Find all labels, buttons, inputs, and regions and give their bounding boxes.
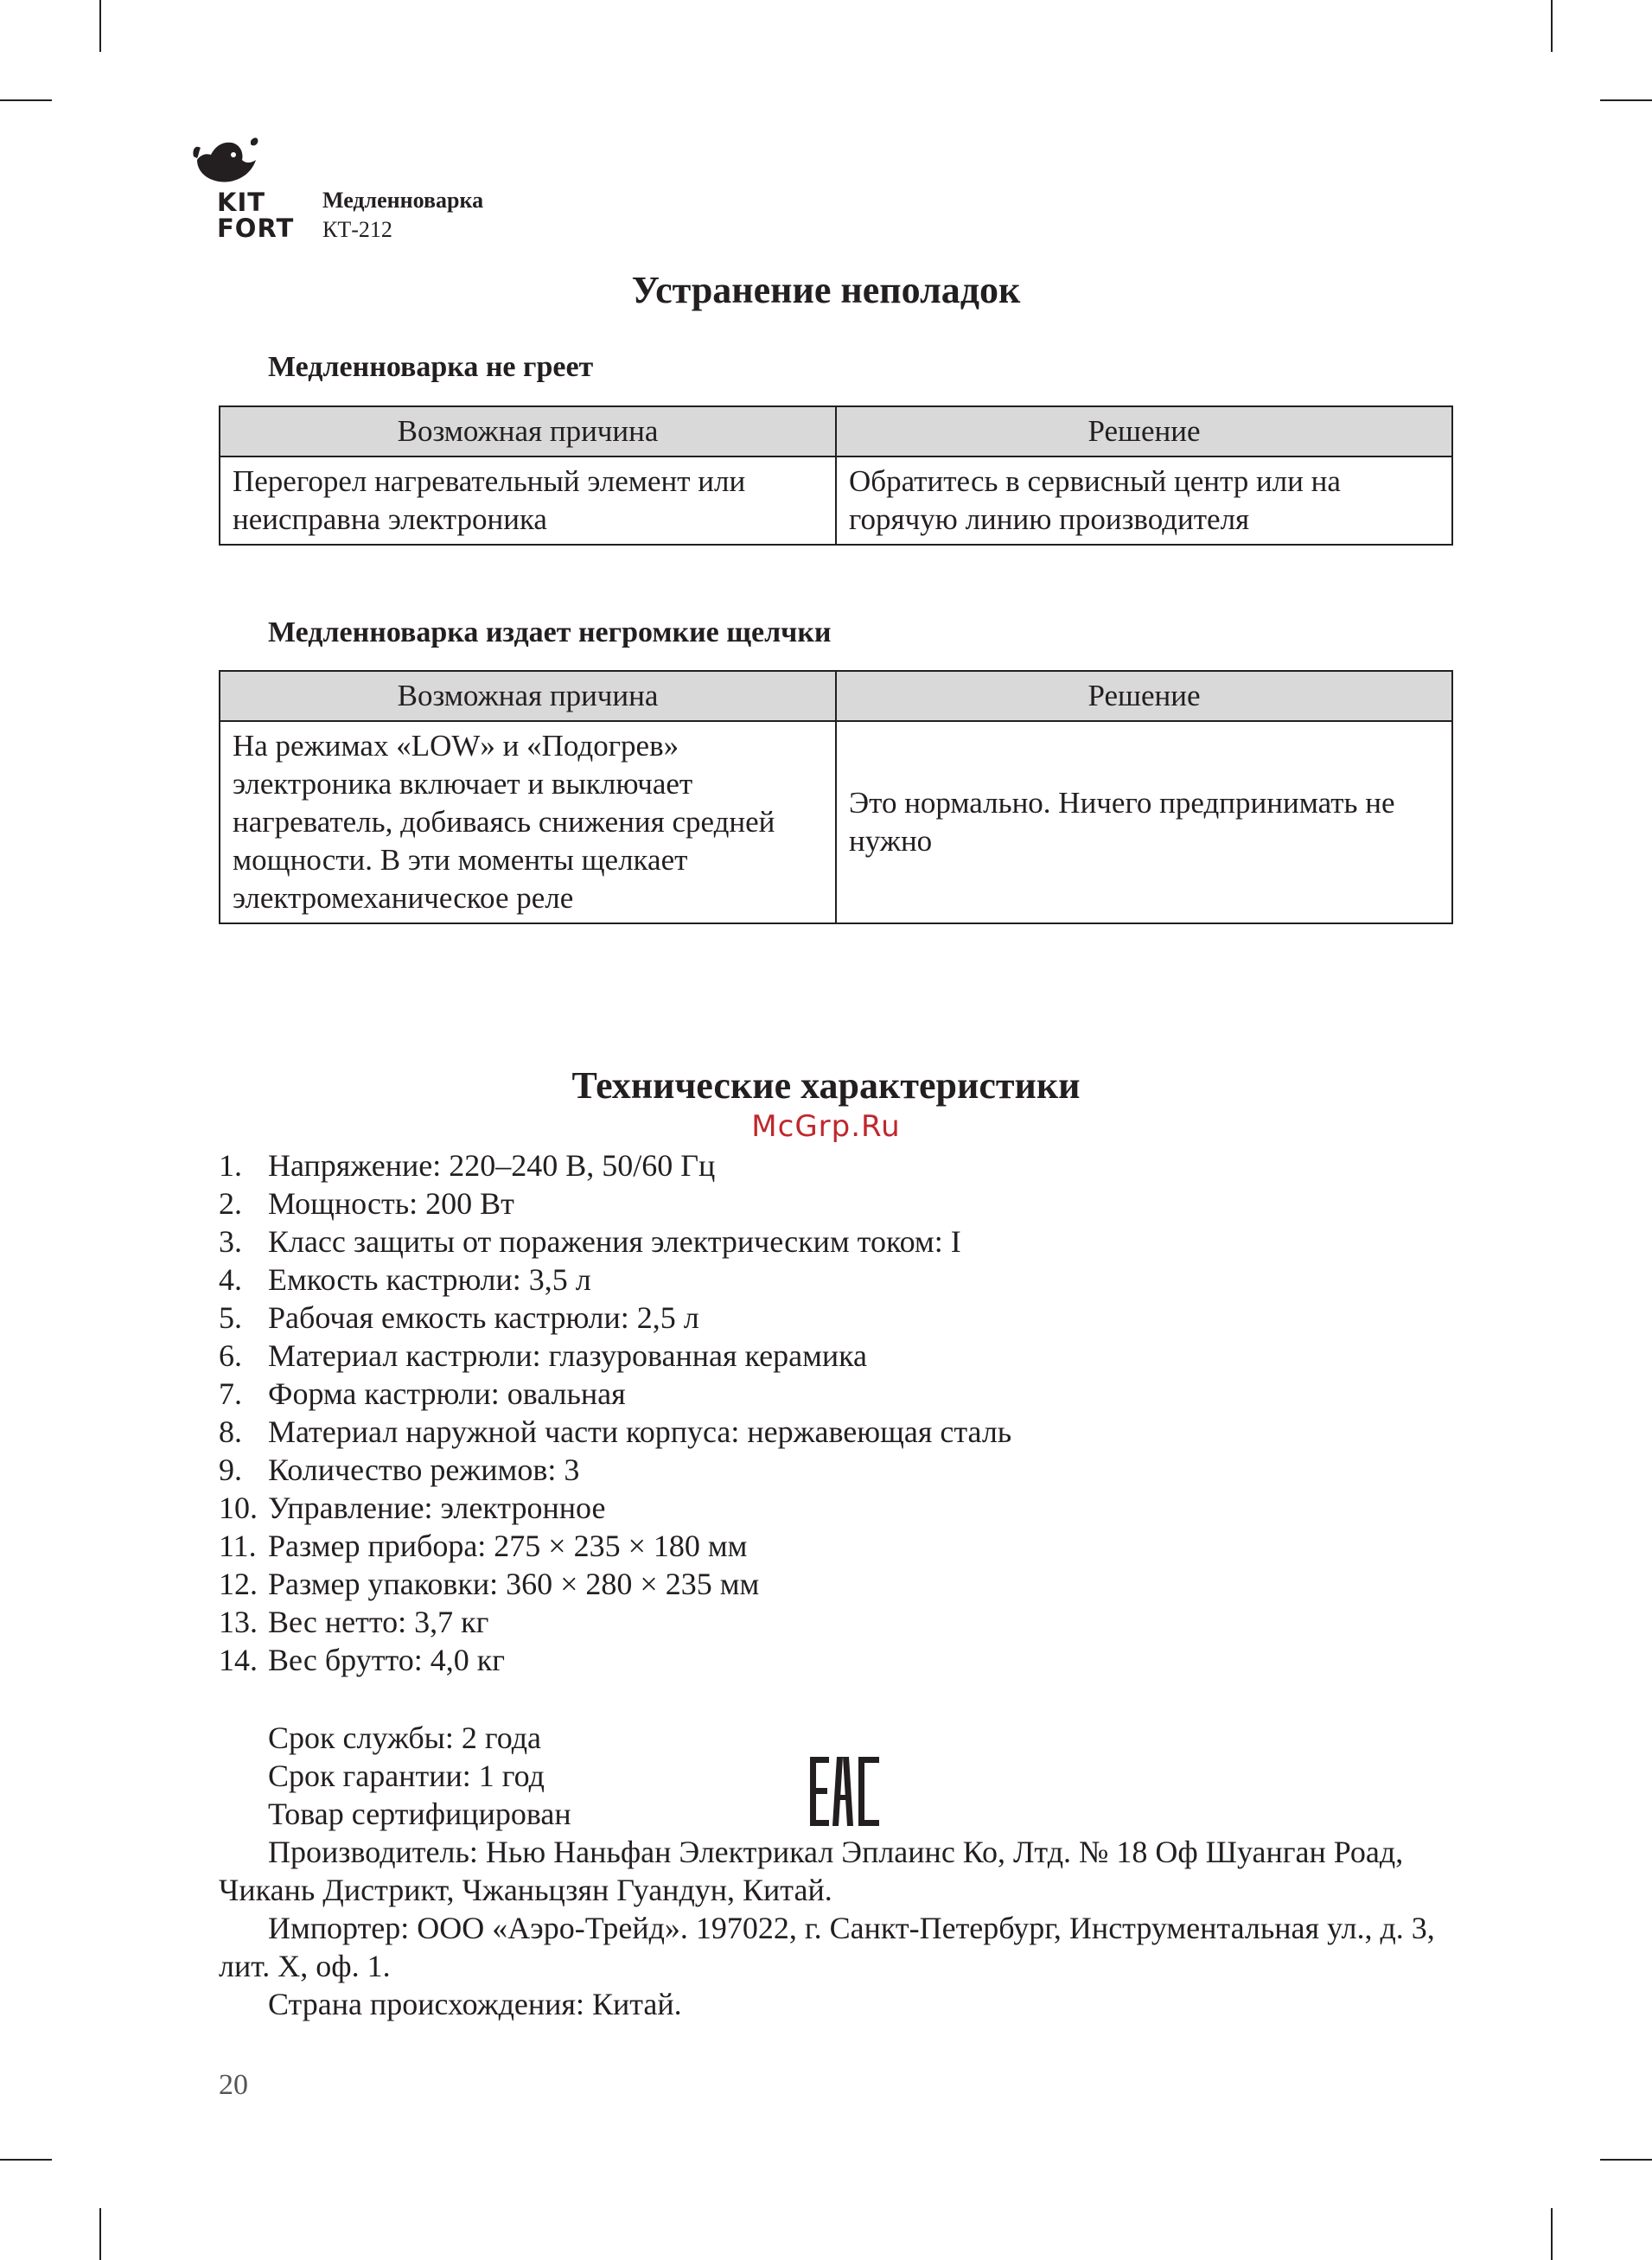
column-header-solution: Решение xyxy=(836,671,1452,721)
crop-mark xyxy=(1600,2159,1652,2161)
specs-list xyxy=(219,1146,1011,1679)
product-name: Медленноварка xyxy=(322,188,484,213)
list-item: 4. Емкость кастрюли: 3,5 л xyxy=(219,1262,591,1297)
crop-mark xyxy=(0,2159,52,2161)
brand-name: KIT FORT xyxy=(217,188,295,243)
origin: Страна происхождения: Китай. xyxy=(268,1987,682,2021)
cause-cell: Перегорел нагревательный элемент или неисправна электроника xyxy=(220,456,836,545)
troubleshooting-table xyxy=(219,405,1453,546)
solution-cell: Обратитесь в сервисный центр или на горячую линию производителя xyxy=(836,456,1452,545)
cause-cell: На режимах «LOW» и «Подогрев» электроника включает и выключает нагреватель, добиваясь снижения средней мощности. В эти моменты щелкает электромеханическое реле xyxy=(220,721,836,923)
list-item: 9. Количество режимов: 3 xyxy=(219,1452,580,1487)
list-item: 6. Материал кастрюли: глазурованная керамика xyxy=(219,1338,868,1373)
list-item: 3. Класс защиты от поражения электрическим током: I xyxy=(219,1224,961,1259)
crop-mark xyxy=(0,99,52,101)
product-code: КТ-212 xyxy=(322,217,392,242)
solution-cell: Это нормально. Ничего предпринимать не нужно xyxy=(836,721,1452,923)
column-header-cause: Возможная причина xyxy=(220,406,836,456)
eac-mark-icon xyxy=(808,1757,881,1826)
crop-mark xyxy=(1551,0,1553,52)
brand-logo xyxy=(186,134,303,246)
section-heading: Медленноварка не греет xyxy=(268,351,594,383)
certified: Товар сертифицирован xyxy=(268,1797,571,1831)
crop-mark xyxy=(1551,2208,1553,2260)
column-header-solution: Решение xyxy=(836,406,1452,456)
list-item: 5. Рабочая емкость кастрюли: 2,5 л xyxy=(219,1300,699,1335)
troubleshooting-table xyxy=(219,670,1453,924)
list-item: 12. Размер упаковки: 360 × 280 × 235 мм xyxy=(219,1567,760,1601)
whale-icon xyxy=(190,134,259,188)
section-heading: Медленноварка издает негромкие щелчки xyxy=(268,616,832,648)
troubleshooting-title: Устранение неполадок xyxy=(631,269,1021,311)
product-header xyxy=(322,186,483,245)
list-item: 1. Напряжение: 220–240 В, 50/60 Гц xyxy=(219,1148,716,1183)
watermark: McGrp.Ru xyxy=(751,1109,901,1144)
service-life: Срок службы: 2 года xyxy=(268,1721,542,1755)
crop-mark xyxy=(99,0,101,52)
list-item: 8. Материал наружной части корпуса: нержавеющая сталь xyxy=(219,1414,1012,1449)
crop-mark xyxy=(1600,99,1652,101)
warranty: Срок гарантии: 1 год xyxy=(268,1759,545,1793)
manufacturer: Производитель: Нью Наньфан Электрикал Эплаинс Ко, Лтд. № 18 Оф Шуанган Роад, Чикань Дистрикт, Чжаньцзян Гуандун, Китай. xyxy=(219,1835,1404,1907)
list-item: 14. Вес брутто: 4,0 кг xyxy=(219,1643,505,1677)
page-number: 20 xyxy=(219,2069,248,2101)
crop-mark xyxy=(99,2208,101,2260)
list-item: 7. Форма кастрюли: овальная xyxy=(219,1376,626,1411)
specs-title: Технические характеристики xyxy=(571,1064,1081,1107)
list-item: 11. Размер прибора: 275 × 235 × 180 мм xyxy=(219,1529,748,1563)
list-item: 10. Управление: электронное xyxy=(219,1491,606,1525)
table-row xyxy=(220,456,1452,545)
list-item: 13. Вес нетто: 3,7 кг xyxy=(219,1605,489,1639)
table-row xyxy=(220,721,1452,923)
column-header-cause: Возможная причина xyxy=(220,671,836,721)
list-item: 2. Мощность: 200 Вт xyxy=(219,1186,514,1221)
importer: Импортер: ООО «Аэро-Трейд». 197022, г. Санкт-Петербург, Инструментальная ул., д. 3, лит. Х, оф. 1. xyxy=(219,1911,1435,1983)
